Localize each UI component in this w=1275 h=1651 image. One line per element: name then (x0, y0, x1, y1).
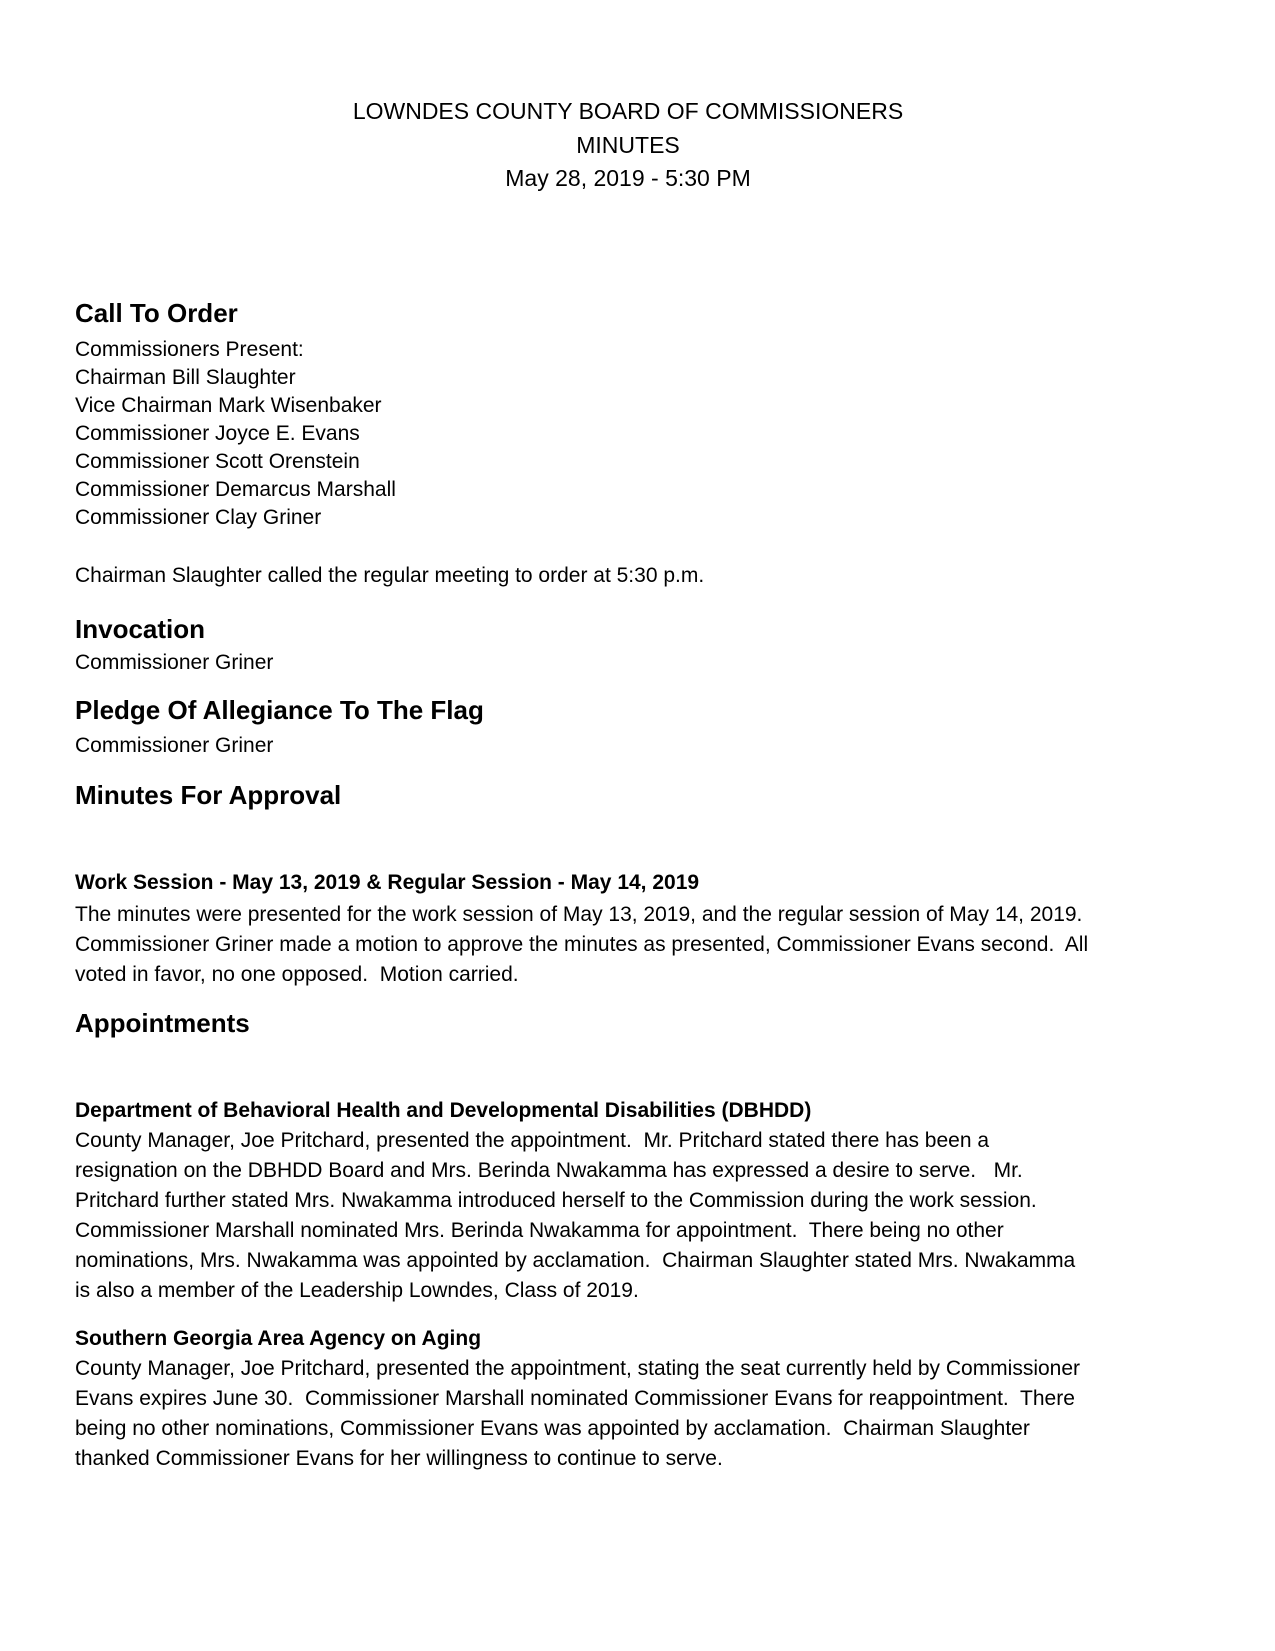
commissioner-name: Chairman Bill Slaughter (75, 365, 296, 389)
commissioner-name: Commissioner Scott Orenstein (75, 449, 360, 473)
minutes-for-approval-heading: Minutes For Approval (75, 779, 342, 810)
soga-item-heading: Southern Georgia Area Agency on Aging (75, 1326, 482, 1350)
section-pledge (75, 694, 1275, 761)
call-to-order-note: Chairman Slaughter called the regular meeting to order at 5:30 p.m. (75, 563, 705, 587)
commissioner-name: Commissioner Clay Griner (75, 505, 322, 529)
commissioner-name: Vice Chairman Mark Wisenbaker (75, 393, 382, 417)
document-header (75, 0, 1181, 196)
section-call-to-order (75, 297, 1275, 591)
invocation-heading: Invocation (75, 613, 206, 644)
appointments-heading: Appointments (75, 1007, 250, 1038)
pledge-presenter: Commissioner Griner (75, 733, 274, 757)
work-session-item-body: The minutes were presented for the work session of May 13, 2019, and the regular session of May 14, 2019. Commissioner Griner made a motion to approve the minutes as presented, Commissioner Evans second. All voted in favor, no one opposed. Motion carried. (75, 902, 1095, 986)
section-minutes-for-approval (75, 779, 1275, 990)
commissioners-roster (75, 336, 1275, 532)
invocation-presenter: Commissioner Griner (75, 650, 274, 674)
doc-type-line: MINUTES (576, 131, 680, 158)
work-session-item-heading: Work Session - May 13, 2019 & Regular Session - May 14, 2019 (75, 870, 700, 894)
section-invocation (75, 613, 1275, 678)
commissioner-name: Commissioner Joyce E. Evans (75, 421, 360, 445)
dbhdd-item-heading: Department of Behavioral Health and Developmental Disabilities (DBHDD) (75, 1098, 812, 1122)
dbhdd-item-body: County Manager, Joe Pritchard, presented the appointment. Mr. Pritchard stated there has been a resignation on the DBHDD Board and Mrs. Berinda Nwakamma has expressed a desire to serve. Mr. Pritchard further stated Mrs. Nwakamma introduced herself to the Commission during the work session. Commissioner Marshall nominated Mrs. Berinda Nwakamma for appointment. There being no other nominations, Mrs. Nwakamma was appointed by acclamation. Chairman Slaughter stated Mrs. Nwakamma is also a member of the Leadership Lowndes, Class of 2019. (75, 1128, 1082, 1302)
commissioner-name: Commissioner Demarcus Marshall (75, 477, 396, 501)
pledge-heading: Pledge Of Allegiance To The Flag (75, 694, 484, 725)
meeting-datetime-line: May 28, 2019 - 5:30 PM (505, 165, 751, 191)
soga-item-body: County Manager, Joe Pritchard, presented the appointment, stating the seat currently held by Commissioner Evans expires June 30. Commissioner Marshall nominated Commissioner Evans for reappointment. There being no other nominations, Commissioner Evans was appointed by acclamation. Chairman Slaughter thanked Commissioner Evans for her willingness to continue to serve. (75, 1356, 1086, 1470)
org-title-line: LOWNDES COUNTY BOARD OF COMMISSIONERS (352, 98, 904, 124)
section-appointments (75, 1007, 1275, 1474)
call-to-order-heading: Call To Order (75, 297, 238, 328)
commissioners-present-label: Commissioners Present: (75, 337, 304, 361)
